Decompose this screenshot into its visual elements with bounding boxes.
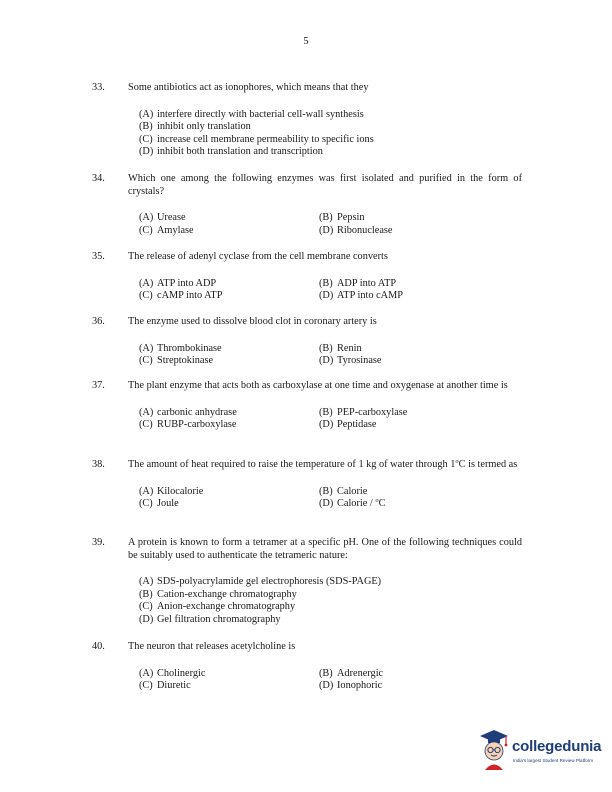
question-stem: The plant enzyme that acts both as carboxylase at one time and oxygenase at another time is	[128, 380, 508, 391]
question-number: 35.	[92, 251, 105, 262]
option-c: (C) Joule	[139, 498, 179, 510]
option-b: (B) ADP into ATP	[319, 277, 397, 289]
option-c: (C) cAMP into ATP	[139, 290, 223, 302]
option-d: (D) Ribonuclease	[319, 224, 393, 236]
options-grid	[139, 278, 522, 303]
option-a: (A) Urease	[139, 212, 186, 224]
question-number: 37.	[92, 380, 105, 391]
question-stem: The enzyme used to dissolve blood clot in coronary artery is	[128, 316, 377, 327]
question-stem: The amount of heat required to raise the temperature of 1 kg of water through 1$^o$C is termed as	[128, 458, 518, 470]
options-grid	[139, 668, 522, 693]
question-35	[92, 251, 522, 303]
question-stem: Which one among the following enzymes was first isolated and purified in the form of crystals?	[128, 173, 522, 197]
option-a: (A) Kilocalorie	[139, 485, 204, 497]
option-b: (B) PEP-carboxylase	[319, 406, 408, 418]
question-36	[92, 316, 522, 368]
option-d: (D) Calorie / $^o$C	[319, 497, 386, 510]
brand-name: collegedunia	[512, 738, 602, 755]
option-d: (D) Peptidase	[319, 419, 377, 431]
question-37	[92, 380, 522, 432]
question-number: 39.	[92, 537, 105, 548]
question-38	[92, 459, 522, 511]
question-33	[92, 82, 522, 159]
collegedunia-logo[interactable]	[476, 726, 606, 776]
option-d: (D) ATP into cAMP	[319, 290, 403, 302]
option-d: (D) inhibit both translation and transcription	[139, 146, 323, 158]
option-c: (C) Amylase	[139, 224, 194, 236]
option-c: (C) increase cell membrane permeability to specific ions	[139, 133, 374, 145]
options-grid	[139, 407, 522, 432]
option-d: (D) Tyrosinase	[319, 355, 382, 367]
option-c: (C) Diuretic	[139, 680, 191, 692]
option-c: (C) RUBP-carboxylase	[139, 419, 237, 431]
question-stem: A protein is known to form a tetramer at a specific pH. One of the following techniques could be suitably used to authenticate the tetrameric nature:	[128, 537, 522, 561]
question-number: 33.	[92, 82, 105, 93]
option-a: (A) Thrombokinase	[139, 342, 222, 354]
options-grid	[139, 343, 522, 368]
question-stem: The neuron that releases acetylcholine is	[128, 641, 296, 652]
option-b: (B) Renin	[319, 342, 362, 354]
question-40	[92, 641, 522, 693]
question-number: 40.	[92, 641, 105, 652]
question-number: 36.	[92, 316, 105, 327]
question-34	[92, 173, 522, 237]
options-list	[139, 576, 522, 626]
option-a: (A) ATP into ADP	[139, 277, 217, 289]
question-number: 34.	[92, 173, 105, 184]
option-b: (B) Cation-exchange chromatography	[139, 588, 297, 600]
option-a: (A) Cholinergic	[139, 667, 206, 679]
graduate-mascot-icon	[476, 726, 512, 772]
question-39	[92, 537, 522, 627]
option-b: (B) Adrenergic	[319, 667, 384, 679]
option-a: (A) interfere directly with bacterial cell-wall synthesis	[139, 108, 364, 120]
option-a: (A) carbonic anhydrase	[139, 406, 237, 418]
options-grid	[139, 486, 522, 511]
options-list	[139, 109, 522, 159]
brand-tagline: India's largest Student Review Platform	[513, 758, 594, 763]
option-d: (D) Ionophoric	[319, 680, 383, 692]
option-b: (B) inhibit only translation	[139, 121, 251, 133]
question-stem: Some antibiotics act as ionophores, which means that they	[128, 82, 369, 93]
question-number: 38.	[92, 459, 105, 470]
option-b: (B) Pepsin	[319, 212, 365, 224]
options-grid	[139, 212, 522, 237]
option-c: (C) Anion-exchange chromatography	[139, 601, 296, 613]
option-b: (B) Calorie	[319, 485, 368, 497]
option-d: (D) Gel filtration chromatography	[139, 613, 281, 625]
page-number: 5	[303, 36, 309, 47]
option-c: (C) Streptokinase	[139, 355, 214, 367]
option-a: (A) SDS-polyacrylamide gel electrophoresis (SDS-PAGE)	[139, 576, 382, 588]
question-stem: The release of adenyl cyclase from the cell membrane converts	[128, 251, 388, 262]
